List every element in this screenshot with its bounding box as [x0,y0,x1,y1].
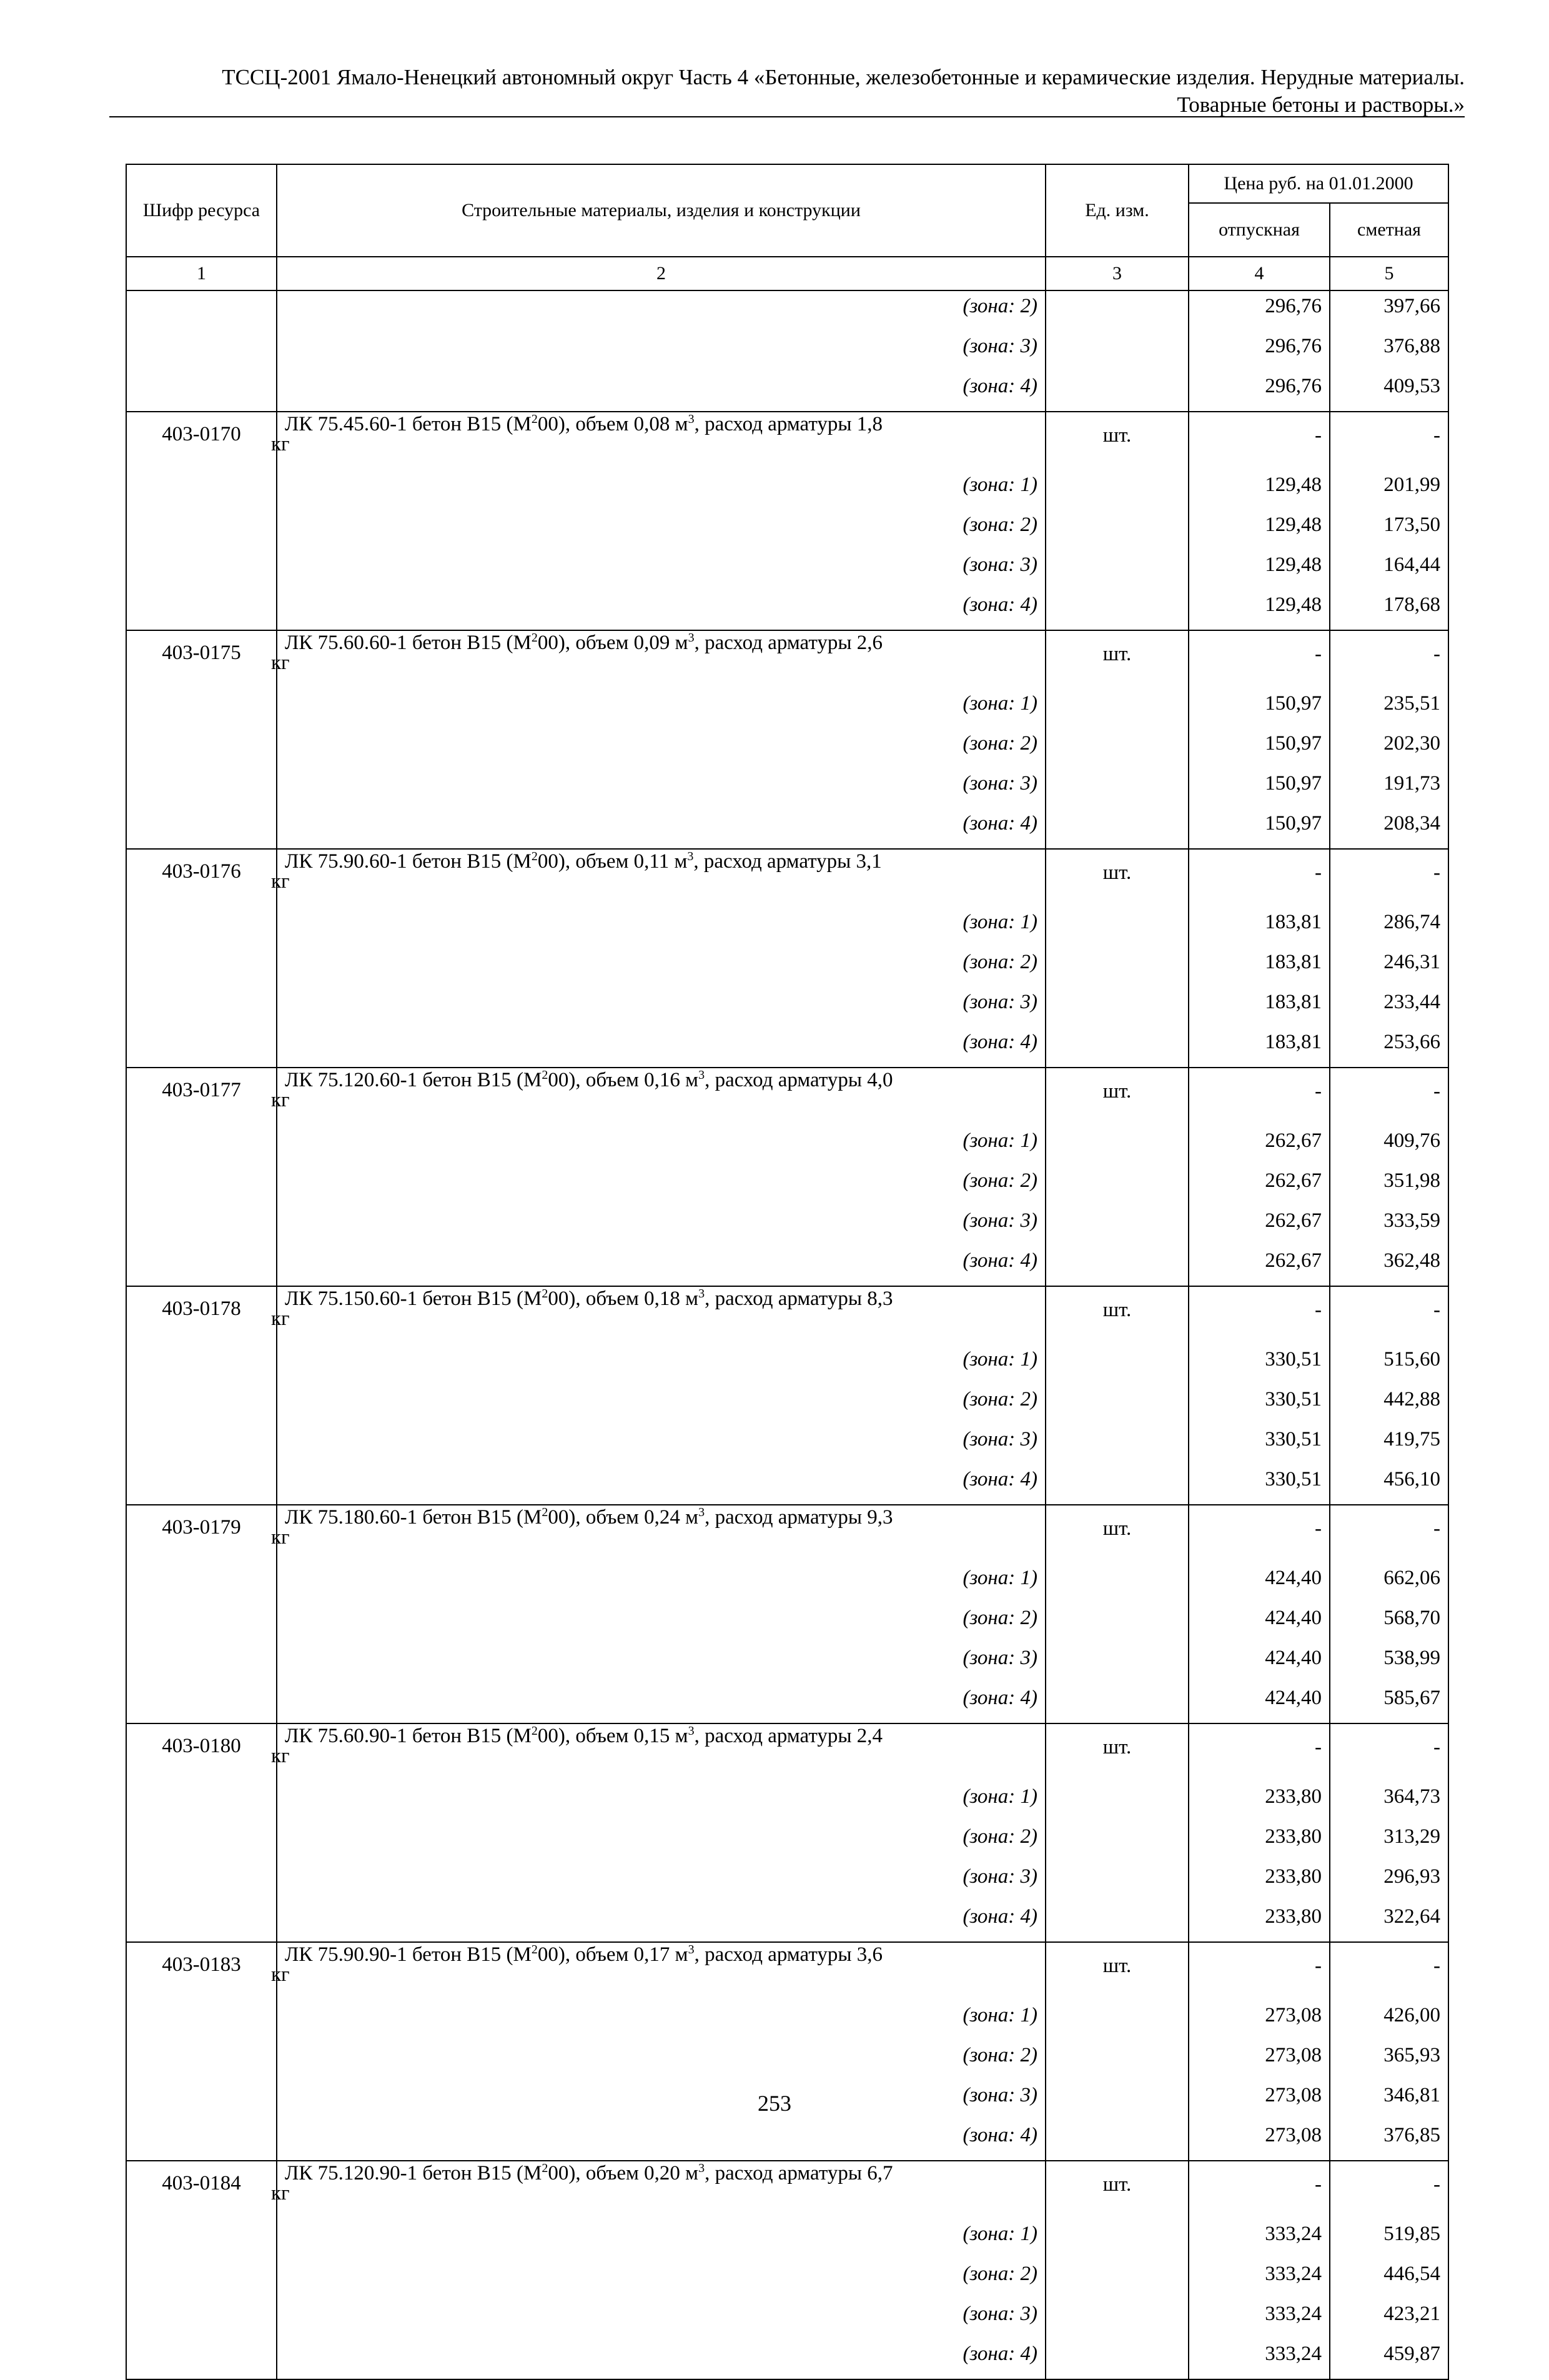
estimate-price: 246,31 [1330,947,1448,987]
unit-of-measure: шт. [1046,630,1189,688]
header-line-1: ТССЦ-2001 Ямало-Ненецкий автономный округ Часть 4 «Бетонные, железобетонные и керамические изделия. Нерудные материалы. [222,65,1465,89]
release-price: - [1189,2161,1330,2219]
zone-row [126,510,1448,550]
zone-row [126,1424,1448,1464]
release-price: 233,80 [1189,1822,1330,1862]
zone-label: (зона: 3) [277,1206,1046,1246]
unit-of-measure: шт. [1046,849,1189,907]
release-price: 330,51 [1189,1384,1330,1424]
zone-label: (зона: 1) [277,907,1046,947]
zone-label: (зона: 3) [277,768,1046,808]
item-row [126,1942,1448,2000]
zone-row [126,1126,1448,1166]
release-price: 330,51 [1189,1464,1330,1505]
unit-kg: кг [271,1089,290,1111]
zone-row [126,1643,1448,1683]
estimate-price: - [1330,630,1448,688]
unit-of-measure: шт. [1046,2161,1189,2219]
unit-kg: кг [271,2182,290,2204]
zone-row [126,2040,1448,2080]
release-price: 333,24 [1189,2339,1330,2379]
zone-row [126,1902,1448,1942]
release-price: 129,48 [1189,510,1330,550]
release-price: 183,81 [1189,987,1330,1027]
zone-label: (зона: 2) [277,1166,1046,1206]
zone-label: (зона: 4) [277,2120,1046,2161]
zone-row [126,1563,1448,1603]
zone-label: (зона: 3) [277,987,1046,1027]
col-header-price-group: Цена руб. на 01.01.2000 [1189,164,1448,203]
estimate-price: 538,99 [1330,1643,1448,1683]
estimate-price: 233,44 [1330,987,1448,1027]
estimate-price: 322,64 [1330,1902,1448,1942]
zone-row [126,728,1448,768]
zone-row [126,1206,1448,1246]
release-price: 150,97 [1189,768,1330,808]
estimate-price: 191,73 [1330,768,1448,808]
resource-code: 403-0175 [126,630,277,688]
release-price: 262,67 [1189,1126,1330,1166]
release-price: 150,97 [1189,808,1330,849]
item-description: ЛК 75.120.60-1 бетон В15 $(М^200)$, объем 0,16 $м^3$, расход арматуры 4,0 кг [277,1068,1046,1126]
estimate-price: - [1330,849,1448,907]
release-price: - [1189,1286,1330,1344]
estimate-price: 426,00 [1330,2000,1448,2040]
unit-kg: кг [271,1963,290,1986]
zone-label: (зона: 1) [277,1344,1046,1384]
release-price: - [1189,630,1330,688]
zone-label: (зона: 4) [277,1902,1046,1942]
zone-row [126,987,1448,1027]
estimate-price: 235,51 [1330,688,1448,728]
item-row [126,412,1448,470]
zone-label: (зона: 3) [277,1424,1046,1464]
release-price: 129,48 [1189,470,1330,510]
zone-row [126,2259,1448,2299]
release-price: 273,08 [1189,2080,1330,2120]
unit-of-measure: шт. [1046,1286,1189,1344]
unit-kg: кг [271,870,290,893]
item-row [126,1505,1448,1563]
estimate-price: 208,34 [1330,808,1448,849]
resource-code: 403-0177 [126,1068,277,1126]
estimate-price: 376,85 [1330,2120,1448,2161]
zone-label: (зона: 2) [277,2259,1046,2299]
resource-code: 403-0184 [126,2161,277,2219]
zone-label: (зона: 1) [277,1563,1046,1603]
release-price: 424,40 [1189,1563,1330,1603]
estimate-price: 423,21 [1330,2299,1448,2339]
zone-label: (зона: 1) [277,1782,1046,1822]
zone-label: (зона: 3) [277,2080,1046,2120]
zone-label: (зона: 4) [277,1683,1046,1723]
resource-code: 403-0179 [126,1505,277,1563]
zone-row [126,907,1448,947]
unit-of-measure: шт. [1046,412,1189,470]
release-price: 183,81 [1189,947,1330,987]
item-description: ЛК 75.120.90-1 бетон В15 $(М^200)$, объем 0,20 $м^3$, расход арматуры 6,7 кг [277,2161,1046,2219]
release-price: 183,81 [1189,1027,1330,1068]
zone-label: (зона: 4) [277,808,1046,849]
zone-label: (зона: 4) [277,1027,1046,1068]
release-price: 424,40 [1189,1643,1330,1683]
release-price: 233,80 [1189,1782,1330,1822]
release-price: - [1189,849,1330,907]
zone-label: (зона: 2) [277,1603,1046,1643]
estimate-price: - [1330,1942,1448,2000]
zone-row [126,768,1448,808]
release-price: 330,51 [1189,1424,1330,1464]
col-number-2: 2 [277,257,1046,290]
col-number-1: 1 [126,257,277,290]
release-price: 333,24 [1189,2299,1330,2339]
col-number-4: 4 [1189,257,1330,290]
zone-label: (зона: 4) [277,1464,1046,1505]
unit-kg: кг [271,1526,290,1549]
estimate-price: 585,67 [1330,1683,1448,1723]
estimate-price: 362,48 [1330,1246,1448,1286]
estimate-price: - [1330,1505,1448,1563]
zone-row [126,688,1448,728]
item-row [126,849,1448,907]
release-price: - [1189,1505,1330,1563]
estimate-price: 446,54 [1330,2259,1448,2299]
header-rule [109,116,1465,117]
release-price: 273,08 [1189,2040,1330,2080]
price-table [126,164,1449,2380]
estimate-price: 296,93 [1330,1862,1448,1902]
item-description: ЛК 75.90.90-1 бетон В15 $(М^200)$, объем 0,17 $м^3$, расход арматуры 3,6 кг [277,1942,1046,2000]
estimate-price: - [1330,1723,1448,1782]
table-body [126,290,1448,2379]
release-price: 129,48 [1189,590,1330,630]
zone-label: (зона: 2) [277,728,1046,768]
estimate-price: 409,53 [1330,371,1448,412]
item-row [126,1286,1448,1344]
zone-label: (зона: 1) [277,2000,1046,2040]
zone-label: (зона: 1) [277,1126,1046,1166]
zone-label: (зона: 2) [277,510,1046,550]
item-description: ЛК 75.180.60-1 бетон В15 $(М^200)$, объем 0,24 $м^3$, расход арматуры 9,3 кг [277,1505,1046,1563]
item-row [126,1723,1448,1782]
estimate-price: 515,60 [1330,1344,1448,1384]
estimate-price: 351,98 [1330,1166,1448,1206]
estimate-price: 333,59 [1330,1206,1448,1246]
col-number-3: 3 [1046,257,1189,290]
resource-code: 403-0178 [126,1286,277,1344]
estimate-price: 178,68 [1330,590,1448,630]
zone-row [126,1027,1448,1068]
carryover-row [126,331,1448,371]
zone-row [126,1246,1448,1286]
zone-row [126,2000,1448,2040]
page-number: 253 [758,2091,791,2116]
estimate-price: 419,75 [1330,1424,1448,1464]
release-price: 296,76 [1189,290,1330,331]
estimate-price: 173,50 [1330,510,1448,550]
estimate-price: 202,30 [1330,728,1448,768]
release-price: 424,40 [1189,1683,1330,1723]
release-price: 150,97 [1189,688,1330,728]
estimate-price: - [1330,412,1448,470]
release-price: - [1189,1723,1330,1782]
unit-kg: кг [271,652,290,674]
resource-code: 403-0183 [126,1942,277,2000]
estimate-price: 364,73 [1330,1782,1448,1822]
zone-row [126,808,1448,849]
unit-of-measure: шт. [1046,1505,1189,1563]
release-price: 183,81 [1189,907,1330,947]
col-header-name: Строительные материалы, изделия и конструкции [277,164,1046,257]
zone-row [126,1344,1448,1384]
release-price: 424,40 [1189,1603,1330,1643]
estimate-price: 313,29 [1330,1822,1448,1862]
estimate-price: - [1330,2161,1448,2219]
unit-kg: кг [271,1307,290,1330]
zone-label: (зона: 4) [277,371,1046,412]
release-price: 296,76 [1189,331,1330,371]
zone-row [126,1464,1448,1505]
item-row [126,1068,1448,1126]
zone-label: (зона: 3) [277,2299,1046,2339]
estimate-price: 409,76 [1330,1126,1448,1166]
estimate-price: 164,44 [1330,550,1448,590]
col-header-estimate: сметная [1330,203,1448,257]
col-header-code: Шифр ресурса [126,164,277,257]
zone-label: (зона: 2) [277,1822,1046,1862]
zone-label: (зона: 4) [277,2339,1046,2379]
zone-row [126,2120,1448,2161]
estimate-price: 201,99 [1330,470,1448,510]
carryover-row [126,290,1448,331]
zone-row [126,1384,1448,1424]
zone-label: (зона: 1) [277,688,1046,728]
zone-label: (зона: 4) [277,590,1046,630]
release-price: 233,80 [1189,1902,1330,1942]
release-price: - [1189,412,1330,470]
release-price: 129,48 [1189,550,1330,590]
zone-row [126,1862,1448,1902]
unit-kg: кг [271,1745,290,1767]
estimate-price: 568,70 [1330,1603,1448,1643]
col-header-unit: Ед. изм. [1046,164,1189,257]
zone-label: (зона: 3) [277,1862,1046,1902]
zone-row [126,470,1448,510]
col-number-5: 5 [1330,257,1448,290]
zone-row [126,1782,1448,1822]
resource-code: 403-0180 [126,1723,277,1782]
estimate-price: - [1330,1068,1448,1126]
zone-label: (зона: 4) [277,1246,1046,1286]
release-price: 262,67 [1189,1246,1330,1286]
estimate-price: 519,85 [1330,2219,1448,2259]
item-row [126,2161,1448,2219]
item-row [126,630,1448,688]
zone-row [126,1822,1448,1862]
zone-row [126,947,1448,987]
item-description: ЛК 75.45.60-1 бетон В15 $(М^200)$, объем 0,08 $м^3$, расход арматуры 1,8 кг [277,412,1046,470]
estimate-price: - [1330,1286,1448,1344]
zone-label: (зона: 2) [277,2040,1046,2080]
item-description: ЛК 75.90.60-1 бетон В15 $(М^200)$, объем 0,11 $м^3$, расход арматуры 3,1 кг [277,849,1046,907]
carryover-row [126,371,1448,412]
item-description: ЛК 75.150.60-1 бетон В15 $(М^200)$, объем 0,18 $м^3$, расход арматуры 8,3 кг [277,1286,1046,1344]
estimate-price: 286,74 [1330,907,1448,947]
estimate-price: 346,81 [1330,2080,1448,2120]
estimate-price: 456,10 [1330,1464,1448,1505]
item-description: ЛК 75.60.60-1 бетон В15 $(М^200)$, объем 0,09 $м^3$, расход арматуры 2,6 кг [277,630,1046,688]
estimate-price: 397,66 [1330,290,1448,331]
unit-kg: кг [271,433,290,455]
zone-label: (зона: 2) [277,1384,1046,1424]
zone-label: (зона: 1) [277,470,1046,510]
estimate-price: 376,88 [1330,331,1448,371]
zone-row [126,2219,1448,2259]
release-price: 150,97 [1189,728,1330,768]
estimate-price: 442,88 [1330,1384,1448,1424]
unit-of-measure: шт. [1046,1068,1189,1126]
zone-row [126,2299,1448,2339]
resource-code: 403-0176 [126,849,277,907]
release-price: 333,24 [1189,2259,1330,2299]
item-description: ЛК 75.60.90-1 бетон В15 $(М^200)$, объем 0,15 $м^3$, расход арматуры 2,4 кг [277,1723,1046,1782]
zone-label: (зона: 2) [277,947,1046,987]
page-header [109,64,1465,119]
unit-of-measure: шт. [1046,1942,1189,2000]
release-price: 273,08 [1189,2120,1330,2161]
zone-row [126,1166,1448,1206]
zone-label: (зона: 3) [277,550,1046,590]
estimate-price: 365,93 [1330,2040,1448,2080]
release-price: 262,67 [1189,1166,1330,1206]
zone-row [126,590,1448,630]
zone-row [126,1683,1448,1723]
estimate-price: 253,66 [1330,1027,1448,1068]
resource-code: 403-0170 [126,412,277,470]
unit-of-measure: шт. [1046,1723,1189,1782]
release-price: 333,24 [1189,2219,1330,2259]
header-line-2: Товарные бетоны и растворы.» [1177,92,1465,117]
estimate-price: 662,06 [1330,1563,1448,1603]
zone-row [126,2339,1448,2379]
release-price: - [1189,1942,1330,2000]
release-price: 233,80 [1189,1862,1330,1902]
release-price: - [1189,1068,1330,1126]
zone-label: (зона: 3) [277,1643,1046,1683]
release-price: 330,51 [1189,1344,1330,1384]
estimate-price: 459,87 [1330,2339,1448,2379]
release-price: 273,08 [1189,2000,1330,2040]
table-header [126,164,1448,290]
zone-row [126,1603,1448,1643]
zone-label: (зона: 1) [277,2219,1046,2259]
release-price: 262,67 [1189,1206,1330,1246]
zone-label: (зона: 3) [277,331,1046,371]
col-header-release: отпускная [1189,203,1330,257]
zone-row [126,550,1448,590]
release-price: 296,76 [1189,371,1330,412]
zone-label: (зона: 2) [277,290,1046,331]
